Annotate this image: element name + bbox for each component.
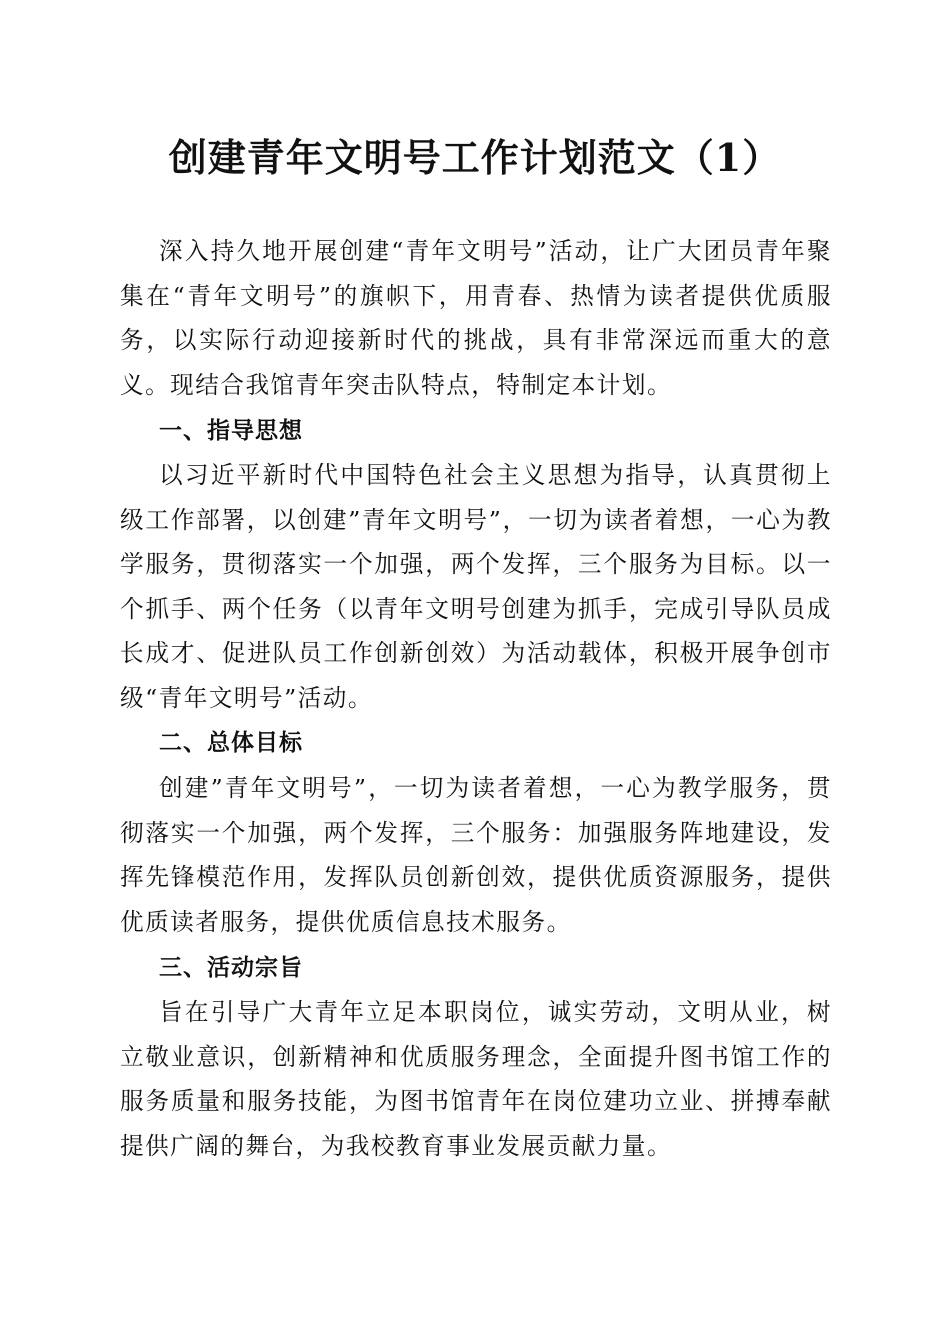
document-title: 创建青年文明号工作计划范文（1） xyxy=(168,135,782,180)
section-body-guiding-ideology: 以习近平新时代中国特色社会主义思想为指导，认真贯彻上级工作部署，以创建”青年文明号”，一切为读者着想，一心为教学服务，贯彻落实一个加强，两个发挥，三个服务为目标。以一个抓手、两个任务（以青年文明号创建为抓手，完成引导队员成长成才、促进队员工作创新创效）为活动载体，积极开展争创市级“青年文明号”活动。 xyxy=(120,461,832,712)
section-heading-activity-purpose: 三、活动宗旨 xyxy=(159,955,303,981)
section-body-overall-goal: 创建”青年文明号”，一切为读者着想，一心为教学服务，贯彻落实一个加强，两个发挥，三个服务：加强服务阵地建设，发挥先锋模范作用，发挥队员创新创效，提供优质资源服务，提供优质读者服务，提供优质信息技术服务。 xyxy=(120,774,832,936)
section-heading-overall-goal: 二、总体目标 xyxy=(159,730,303,756)
section-body-activity-purpose: 旨在引导广大青年立足本职岗位，诚实劳动，文明从业，树立敬业意识，创新精神和优质服务理念，全面提升图书馆工作的服务质量和服务技能，为图书馆青年在岗位建功立业、拼搏奉献提供广阔的舞台，为我校教育事业发展贡献力量。 xyxy=(120,998,832,1160)
intro-paragraph: 深入持久地开展创建“青年文明号”活动，让广大团员青年聚集在“青年文明号”的旗帜下，用青春、热情为读者提供优质服务，以实际行动迎接新时代的挑战，具有非常深远而重大的意义。现结合我馆青年突击队特点，特制定本计划。 xyxy=(120,237,832,399)
section-heading-guiding-ideology: 一、指导思想 xyxy=(159,418,303,444)
